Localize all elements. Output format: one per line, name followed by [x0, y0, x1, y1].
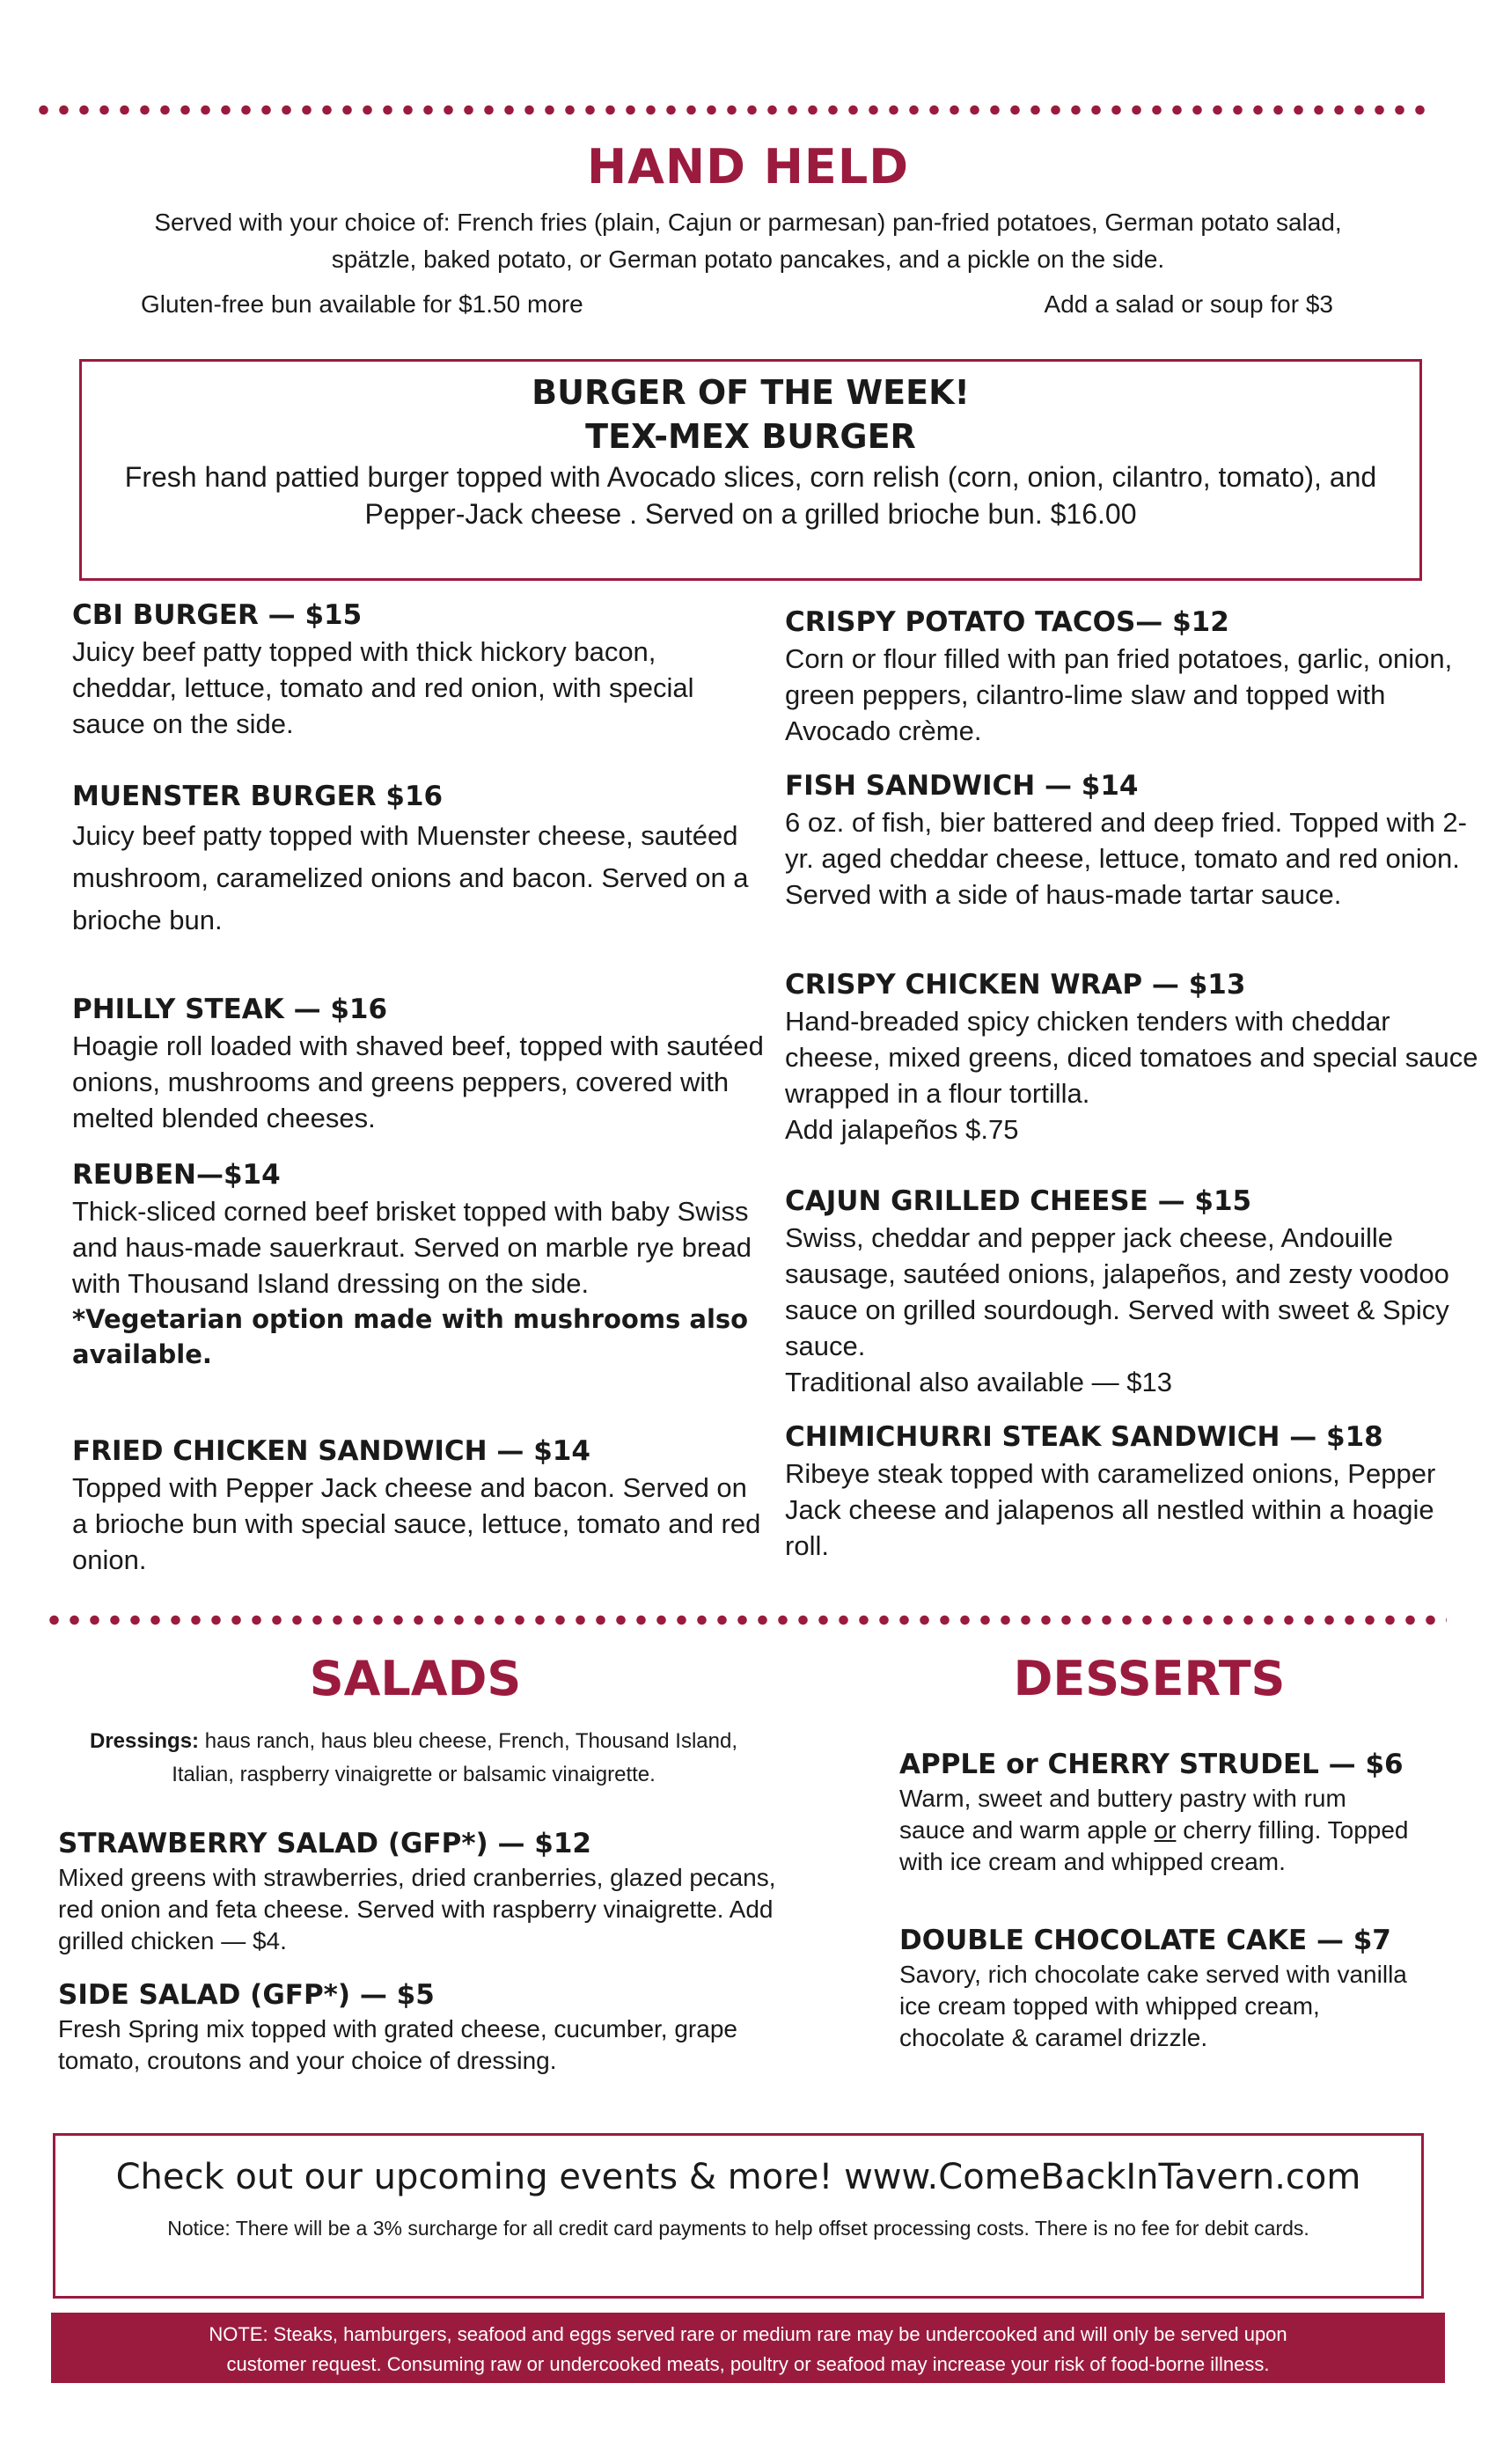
hand-held-intro-line2: spätzle, baked potato, or German potato pancakes, and a pickle on the side. — [331, 246, 1165, 273]
burger-of-week-description: Fresh hand pattied burger topped with Avocado slices, corn relish (corn, onion, cilantro, tomato), and Pepper-Jack cheese . Served on a grilled brioche bun. $16.00 — [124, 461, 1377, 530]
menu-item-reuben — [72, 1156, 767, 1372]
menu-item-crispy-chicken-wrap — [785, 966, 1480, 1148]
item-name: CAJUN GRILLED CHEESE — $15 — [785, 1185, 1252, 1217]
strudel-desc-part2: cherry filling. Topped with ice cream and whipped cream. — [899, 1816, 1409, 1875]
menu-item-muenster-burger — [72, 778, 759, 942]
item-description: Fresh Spring mix topped with grated cheese, cucumber, grape tomato, croutons and your choice of dressing. — [58, 2015, 737, 2074]
menu-item-cajun-grilled-cheese — [785, 1183, 1480, 1400]
item-name: PHILLY STEAK — $16 — [72, 994, 388, 1025]
menu-item-side-salad — [58, 1976, 806, 2077]
strudel-desc-part1: Warm, sweet and buttery pastry with rum sauce and warm apple — [899, 1785, 1346, 1844]
menu-item-double-chocolate-cake — [899, 1922, 1419, 2054]
item-name: SIDE SALAD (GFP*) — $5 — [58, 1979, 435, 2011]
hand-held-intro-line1: Served with your choice of: French fries (plain, Cajun or parmesan) pan-fried potatoes, German potato salad, — [154, 209, 1342, 236]
item-name: FRIED CHICKEN SANDWICH — $14 — [72, 1435, 590, 1467]
item-description: Ribeye steak topped with caramelized onions, Pepper Jack cheese and jalapenos all nestled within a hoagie roll. — [785, 1458, 1436, 1561]
menu-item-strawberry-salad — [58, 1825, 806, 1957]
footer-line2: customer request. Consuming raw or undercooked meats, poultry or seafood may increase your risk of food-borne illness. — [226, 2353, 1270, 2375]
dressings-text: haus ranch, haus bleu cheese, French, Thousand Island, — [199, 1729, 737, 1753]
item-description: Thick-sliced corned beef brisket topped with baby Swiss and haus-made sauerkraut. Served on marble rye bread with Thousand Island dressing on the side. — [72, 1196, 752, 1299]
footer-line1: NOTE: Steaks, hamburgers, seafood and eggs served rare or medium rare may be undercooked and will only be served upon — [209, 2323, 1287, 2345]
burger-of-week-heading: BURGER OF THE WEEK! — [532, 373, 970, 412]
item-description: Hoagie roll loaded with shaved beef, topped with sautéed onions, mushrooms and greens peppers, covered with melted blended cheeses. — [72, 1030, 764, 1133]
menu-item-apple-cherry-strudel — [899, 1746, 1419, 1878]
top-dotted-divider — [33, 104, 1433, 116]
traditional-option-note: Traditional also available — $13 — [785, 1367, 1172, 1397]
salads-title: SALADS — [309, 1651, 522, 1706]
item-name: CHIMICHURRI STEAK SANDWICH — $18 — [785, 1421, 1383, 1453]
hand-held-title: HAND HELD — [586, 139, 910, 194]
item-name: STRAWBERRY SALAD (GFP*) — $12 — [58, 1828, 591, 1859]
item-name: CBI BURGER — $15 — [72, 599, 363, 631]
menu-item-chimichurri-steak-sandwich — [785, 1419, 1480, 1564]
gluten-free-note: Gluten-free bun available for $1.50 more — [141, 290, 583, 318]
events-box — [53, 2133, 1424, 2299]
menu-item-fried-chicken-sandwich — [72, 1433, 767, 1578]
burger-of-week-name: TEX-MEX BURGER — [585, 417, 916, 456]
item-description: Topped with Pepper Jack cheese and bacon. Served on a brioche bun with special sauce, lettuce, tomato and red onion. — [72, 1472, 761, 1575]
add-salad-note: Add a salad or soup for $3 — [1044, 290, 1333, 318]
menu-item-philly-steak — [72, 991, 767, 1136]
item-description: Swiss, cheddar and pepper jack cheese, Andouille sausage, sautéed onions, jalapeños, and zesty voodoo sauce on grilled sourdough. Served with sweet & Spicy sauce. — [785, 1222, 1449, 1361]
dressings-label: Dressings: — [90, 1729, 200, 1753]
item-description: Mixed greens with strawberries, dried cranberries, glazed pecans, red onion and feta cheese. Served with raspberry vinaigrette. Add grilled chicken — $4. — [58, 1864, 776, 1954]
item-name: CRISPY POTATO TACOS— $12 — [785, 606, 1229, 638]
food-safety-footer — [51, 2313, 1445, 2383]
menu-item-crispy-potato-tacos — [785, 604, 1480, 749]
item-name: REUBEN—$14 — [72, 1159, 281, 1191]
events-website-line: Check out our upcoming events & more! www.ComeBackInTavern.com — [115, 2157, 1361, 2197]
item-name: APPLE or CHERRY STRUDEL — $6 — [899, 1749, 1404, 1780]
item-description: Hand-breaded spicy chicken tenders with cheddar cheese, mixed greens, diced tomatoes and special sauce wrapped in a flour tortilla. — [785, 1006, 1478, 1109]
menu-item-fish-sandwich — [785, 767, 1480, 913]
item-description: 6 oz. of fish, bier battered and deep fried. Topped with 2-yr. aged cheddar cheese, lettuce, tomato and red onion. Served with a side of haus-made tartar sauce. — [785, 807, 1467, 910]
dressings-list — [35, 1725, 792, 1792]
item-description: Savory, rich chocolate cake served with vanilla ice cream topped with whipped cream, chocolate & caramel drizzle. — [899, 1961, 1407, 2051]
menu-item-cbi-burger — [72, 597, 767, 742]
burger-of-the-week-box — [79, 359, 1422, 581]
desserts-title: DESSERTS — [1013, 1651, 1286, 1706]
item-name: DOUBLE CHOCOLATE CAKE — $7 — [899, 1925, 1391, 1956]
item-description — [899, 1783, 1419, 1878]
item-name: CRISPY CHICKEN WRAP — $13 — [785, 969, 1246, 1001]
item-description: Corn or flour filled with pan fried potatoes, garlic, onion, green peppers, cilantro-lime slaw and topped with Avocado crème. — [785, 643, 1453, 746]
item-name: MUENSTER BURGER $16 — [72, 781, 444, 812]
item-name: FISH SANDWICH — $14 — [785, 770, 1139, 802]
item-description: Juicy beef patty topped with thick hickory bacon, cheddar, lettuce, tomato and red onion, with special sauce on the side. — [72, 636, 694, 739]
vegetarian-option-note: *Vegetarian option made with mushrooms also available. — [72, 1304, 749, 1369]
middle-dotted-divider — [44, 1614, 1447, 1626]
strudel-desc-or: or — [1154, 1816, 1177, 1844]
add-jalapenos-note: Add jalapeños $.75 — [785, 1114, 1019, 1145]
dressings-line2: Italian, raspberry vinaigrette or balsamic vinaigrette. — [172, 1763, 656, 1786]
item-description: Juicy beef patty topped with Muenster cheese, sautéed mushroom, caramelized onions and bacon. Served on a brioche bun. — [72, 820, 749, 935]
surcharge-notice: Notice: There will be a 3% surcharge for all credit card payments to help offset processing costs. There is no fee for debit cards. — [167, 2217, 1309, 2240]
